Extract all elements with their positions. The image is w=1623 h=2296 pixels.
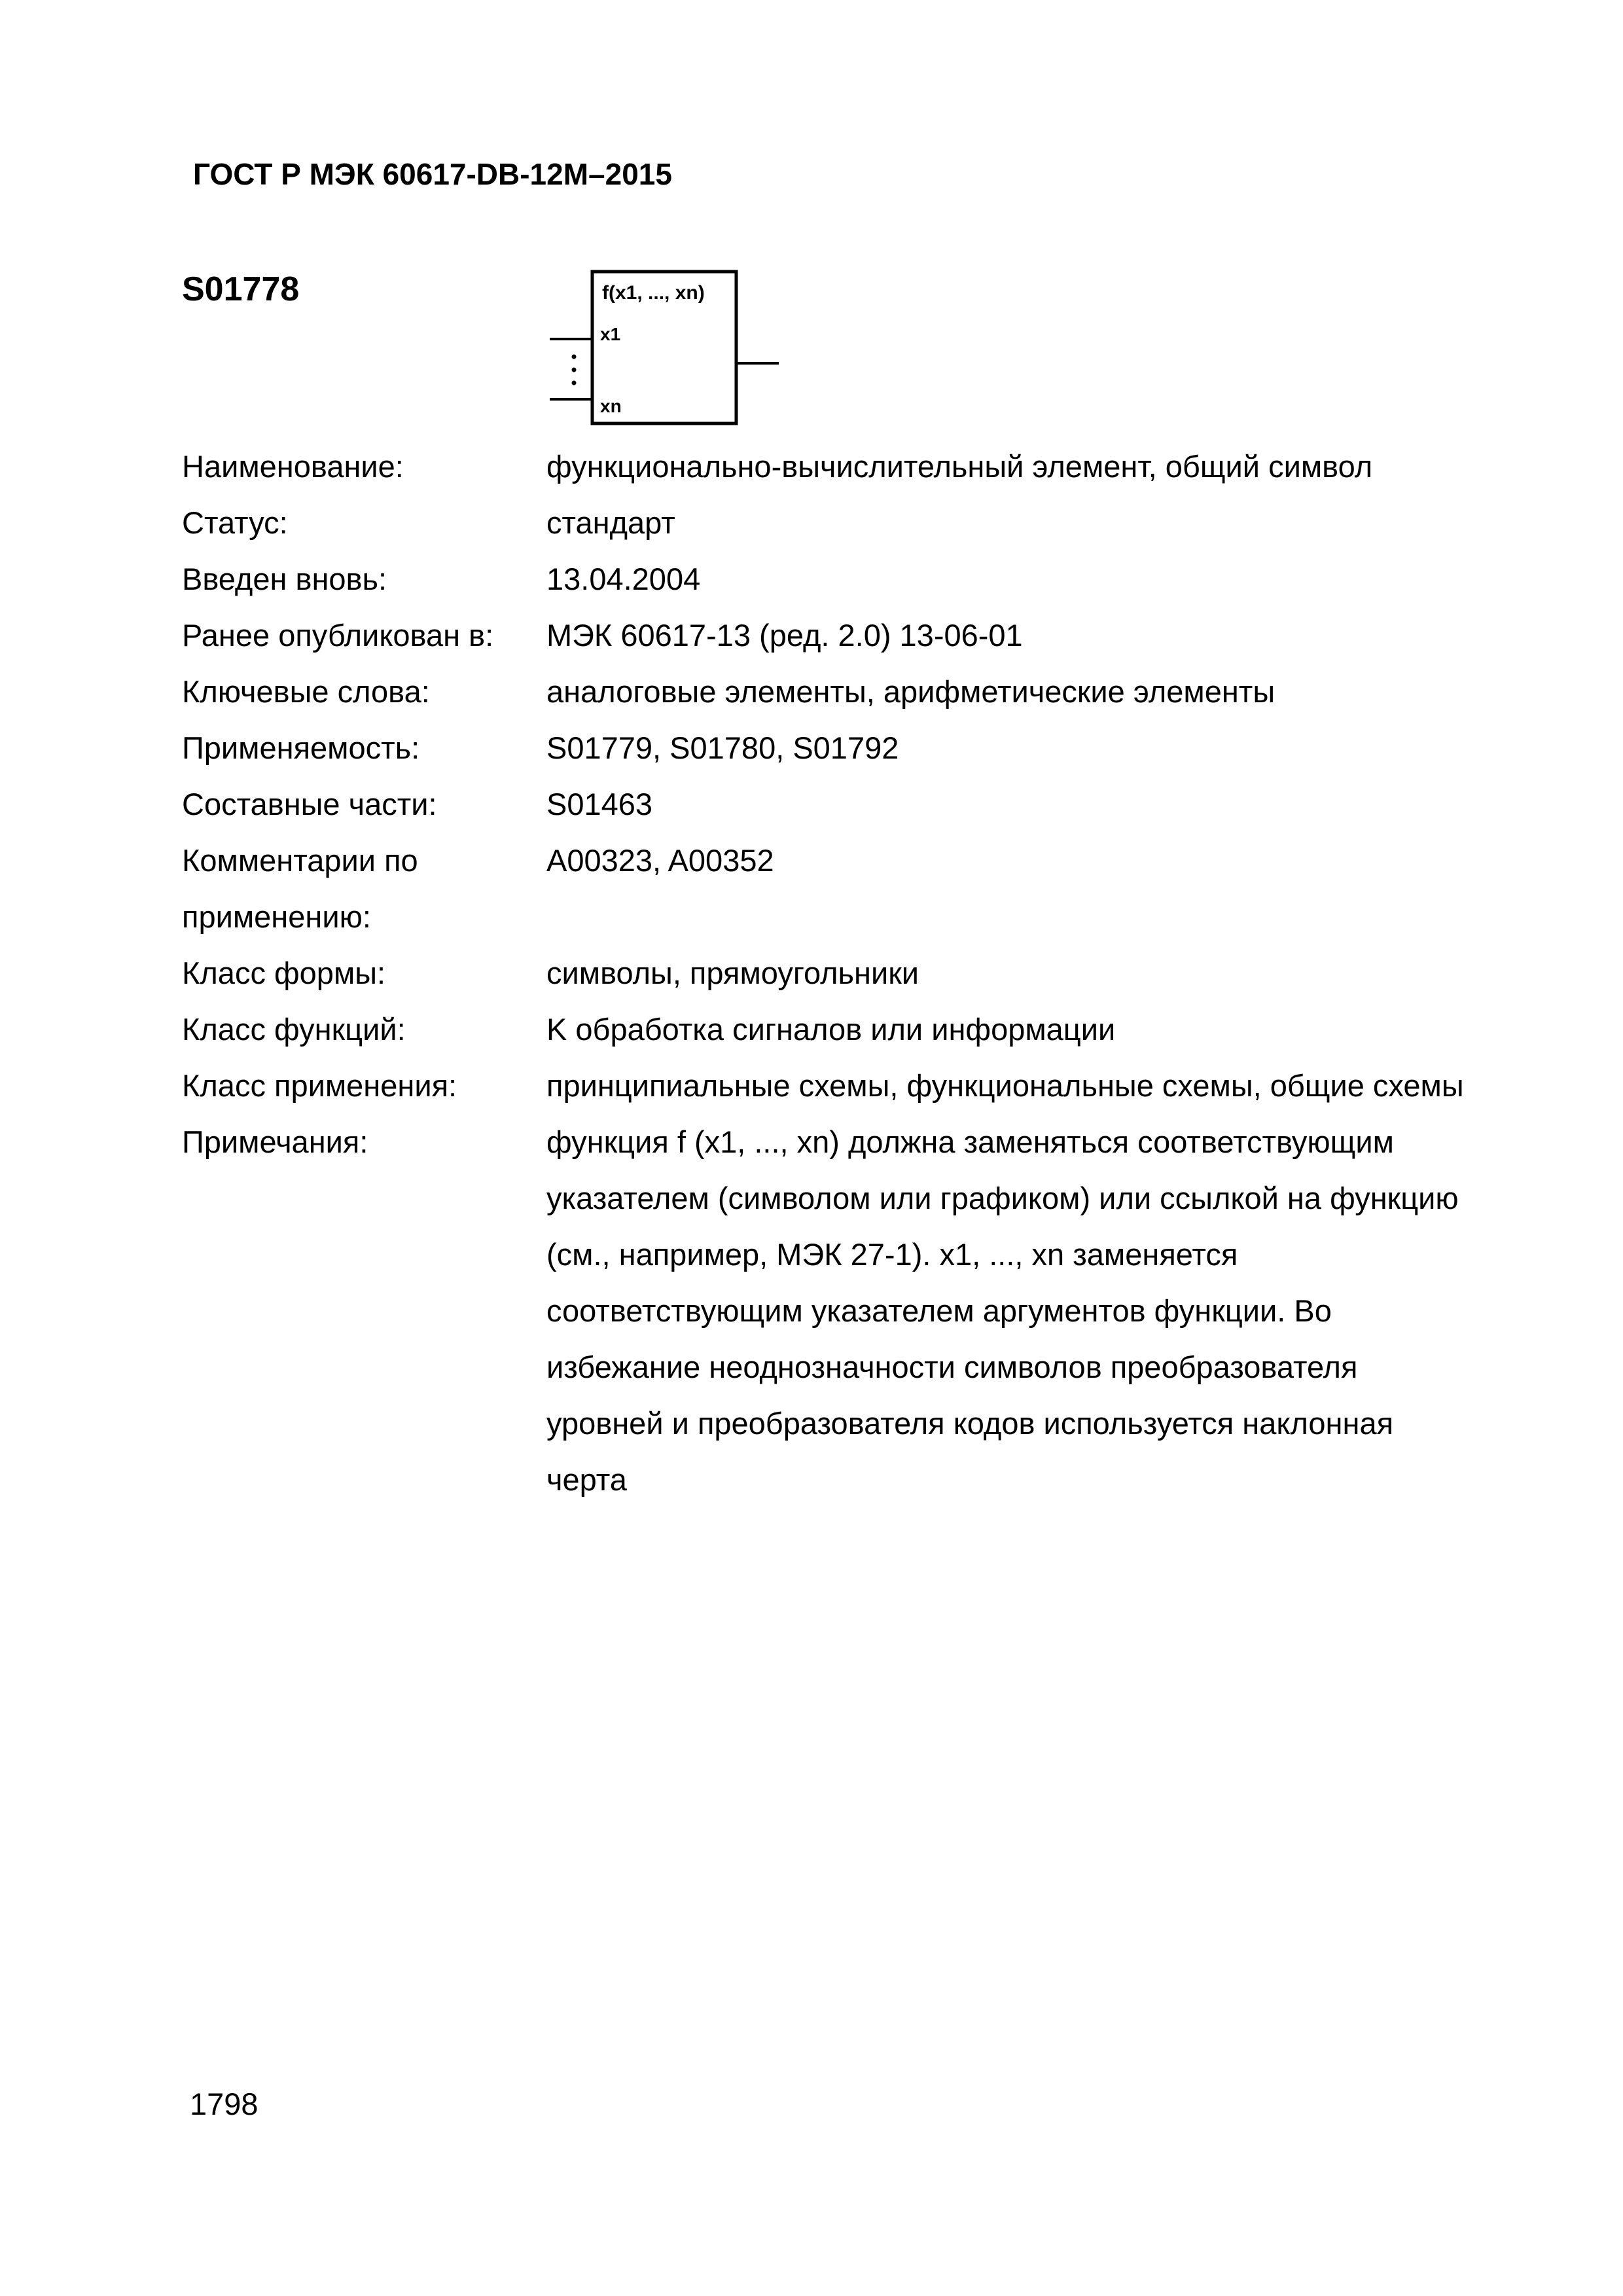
- page-number: 1798: [190, 2087, 259, 2121]
- input-label-last: xn: [600, 396, 622, 416]
- document-header: ГОСТ Р МЭК 60617-DB-12M–2015: [193, 157, 672, 191]
- property-label: Класс функций:: [182, 1012, 406, 1047]
- input-label-first: x1: [600, 324, 621, 344]
- property-row: [182, 551, 1478, 607]
- property-row: [182, 720, 1478, 776]
- property-value: стандарт: [546, 505, 675, 540]
- properties-table: [182, 439, 1478, 1508]
- property-label: Комментарии по применению:: [182, 843, 418, 934]
- property-label: Введен вновь:: [182, 562, 387, 596]
- property-row: [182, 833, 1478, 945]
- property-value: функционально-вычислительный элемент, общий символ: [546, 449, 1373, 484]
- property-label: Составные части:: [182, 787, 437, 821]
- dot: [572, 355, 577, 359]
- dot: [572, 368, 577, 372]
- property-row: [182, 664, 1478, 720]
- property-value: символы, прямоугольники: [546, 956, 919, 990]
- property-label: Ключевые слова:: [182, 674, 430, 709]
- dot: [572, 381, 577, 386]
- property-row: [182, 776, 1478, 833]
- function-element-symbol: [537, 259, 798, 432]
- function-label: f(x1, ..., xn): [602, 282, 705, 304]
- property-value: МЭК 60617-13 (ред. 2.0) 13-06-01: [546, 618, 1023, 653]
- property-label: Класс применения:: [182, 1068, 457, 1103]
- property-value: K обработка сигналов или информации: [546, 1012, 1116, 1047]
- property-label: Наименование:: [182, 449, 404, 484]
- property-label: Ранее опубликован в:: [182, 618, 494, 653]
- property-value: A00323, A00352: [546, 843, 774, 878]
- property-row: [182, 1114, 1478, 1508]
- property-value: S01779, S01780, S01792: [546, 730, 899, 765]
- property-row: [182, 945, 1478, 1001]
- property-label: Класс формы:: [182, 956, 386, 990]
- property-row: [182, 495, 1478, 551]
- property-row: [182, 439, 1478, 495]
- property-label: Примечания:: [182, 1124, 368, 1159]
- property-value: функция f (x1, ..., xn) должна заменяться соответствующим указателем (символом или графиком) или ссылкой на функцию (см., например, МЭК 27-1). x1, ..., xn заменяется соответствующим указателем аргументов функции. Во избежание неоднозначности символов преобразователя уровней и преобразователя кодов используется наклонная черта: [546, 1124, 1459, 1497]
- property-row: [182, 607, 1478, 664]
- property-value: S01463: [546, 787, 653, 821]
- property-label: Статус:: [182, 505, 288, 540]
- property-label: Применяемость:: [182, 730, 420, 765]
- property-row: [182, 1001, 1478, 1058]
- property-value: принципиальные схемы, функциональные схемы, общие схемы: [546, 1068, 1464, 1103]
- property-row: [182, 1058, 1478, 1114]
- symbol-code: S01778: [182, 270, 300, 308]
- property-value: аналоговые элементы, арифметические элементы: [546, 674, 1275, 709]
- property-value: 13.04.2004: [546, 562, 701, 596]
